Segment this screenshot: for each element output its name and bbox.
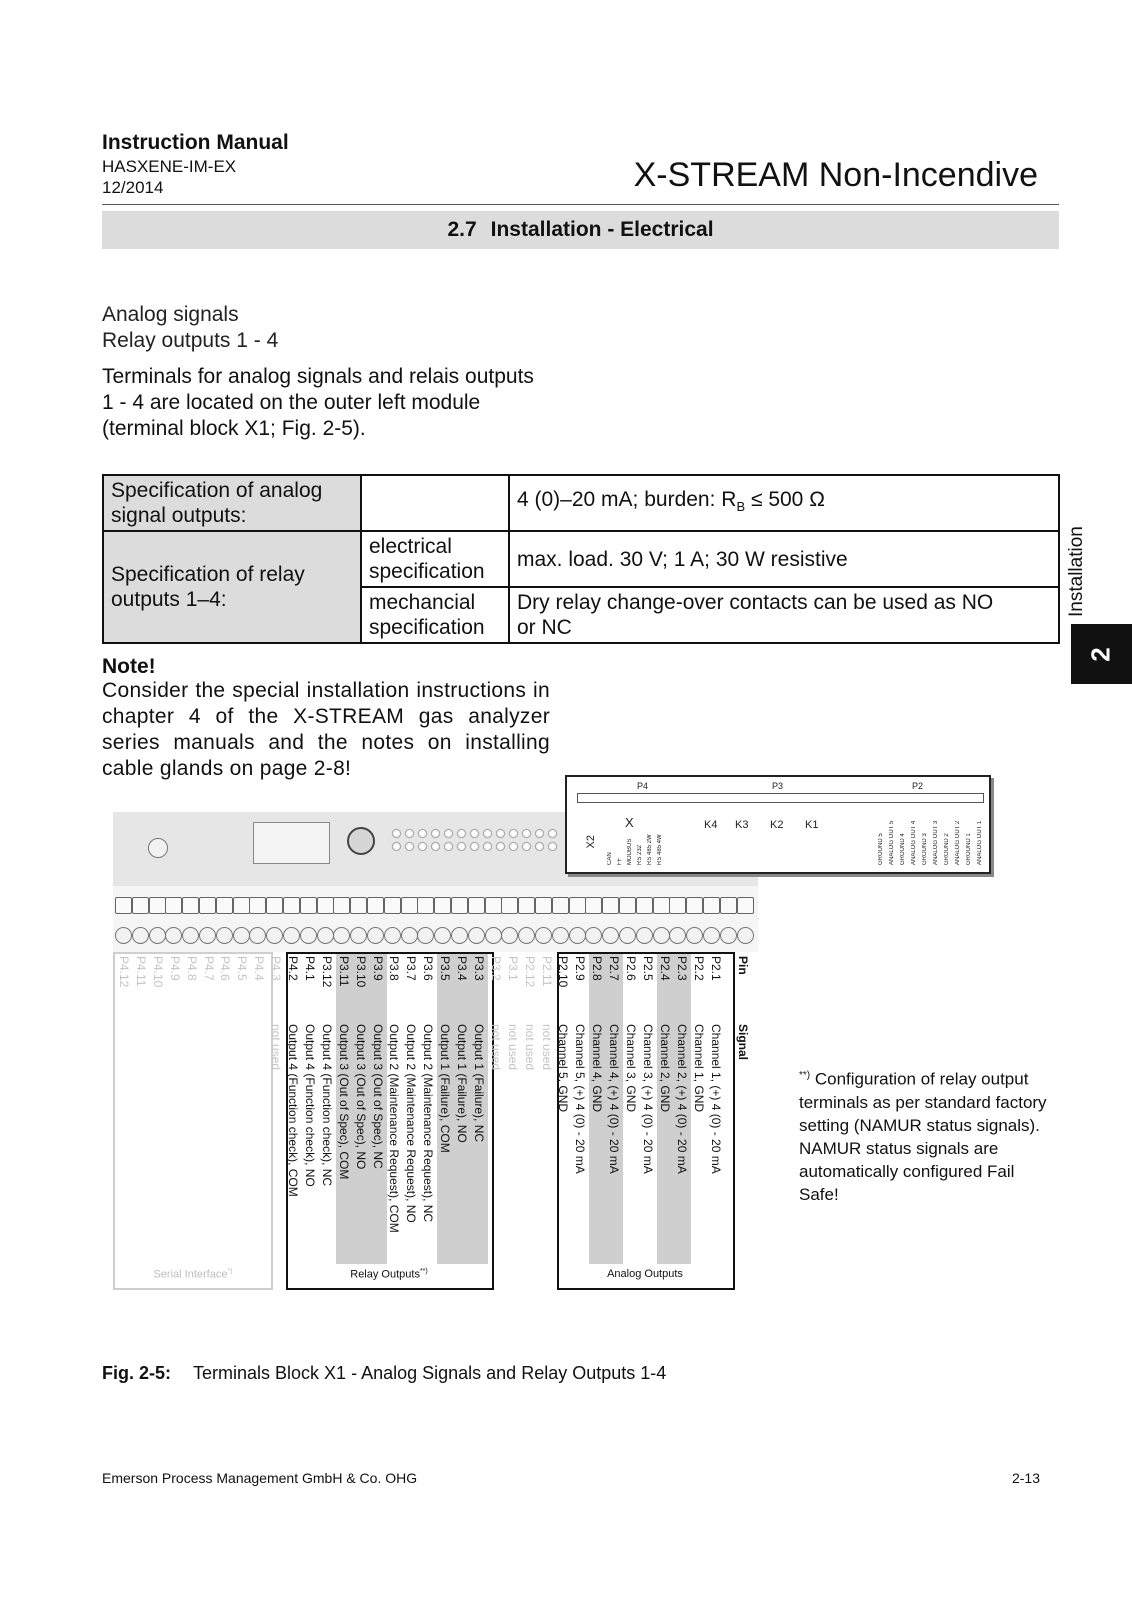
manual-title: Instruction Manual: [102, 131, 289, 154]
intro-para-2: 1 - 4 are located on the outer left module: [102, 391, 481, 414]
analog-outputs-label: Analog Outputs: [607, 1268, 683, 1280]
topic-line-1: Analog signals: [102, 303, 239, 326]
spec-mechanical-label: mechancial specification: [361, 587, 509, 643]
pin-label: P2.5: [641, 956, 655, 981]
section-title: Installation - Electrical: [490, 218, 714, 241]
spec-analog-value: 4 (0)–20 mA; burden: $R_B \le 500$ Ω: [509, 475, 1059, 531]
pin-label: P3.6: [421, 956, 435, 981]
k4-label: K4: [704, 819, 718, 831]
pin-label: P3.12: [320, 956, 334, 988]
signal-header: Signal: [736, 1024, 750, 1061]
p2-output-label: ANALOG OUT 4: [911, 820, 917, 865]
signal-label: Output 4 (Function check), COM: [286, 1024, 300, 1197]
pin-label: P2.1: [709, 956, 723, 981]
p2-output-label: ANALOG OUT 2: [955, 820, 961, 865]
spec-mechanical-value: Dry relay change-over contacts can be used as NO or NC: [509, 587, 1059, 643]
note-text: Consider the special installation instructions in chapter 4 of the X-STREAM gas analyzer series manuals and the notes on installing cable glands on page 2-8!: [102, 679, 550, 780]
pin-label: P2.10: [556, 956, 570, 988]
pin-label: P3.4: [455, 956, 469, 981]
footer-page: 2-13: [1011, 1470, 1040, 1486]
p2-output-label: ANALOG OUT 1: [977, 820, 983, 865]
pin-label: P3.5: [438, 956, 452, 981]
intro-para-3: (terminal block X1; Fig. 2-5).: [102, 417, 366, 440]
doc-date: 12/2014: [102, 178, 164, 197]
interface-label: MODBUS: [627, 838, 633, 865]
pin-label: P2.6: [624, 956, 638, 981]
spec-relay-label: Specification of relay outputs 1–4:: [103, 531, 361, 643]
signal-label: not used: [523, 1024, 537, 1071]
signal-label: Output 2 (Maintenance Request), NO: [404, 1024, 418, 1223]
interface-label: RS 232: [637, 844, 643, 865]
pin-label: P2.8: [590, 956, 604, 981]
signal-label: Channel 1, (+) 4 (0) - 20 mA: [709, 1024, 723, 1174]
pin-label: P4.6: [218, 956, 232, 981]
k2-label: K2: [770, 819, 784, 831]
intro-para-1: Terminals for analog signals and relais outputs: [102, 365, 534, 388]
signal-label: not used: [506, 1024, 520, 1071]
serial-interface-label: Serial Interface*): [153, 1268, 233, 1281]
signal-label: Output 1 (Failure), NC: [472, 1024, 486, 1143]
signal-label: not used: [489, 1024, 503, 1071]
pin-label: P4.12: [117, 956, 131, 988]
k1-label: K1: [805, 819, 819, 831]
signal-label: Output 2 (Maintenance Request), NC: [421, 1024, 435, 1223]
signal-label: Output 4 (Function check), NO: [303, 1024, 317, 1187]
pin-label: P3.2: [489, 956, 503, 981]
product-title: X-STREAM Non-Incendive: [633, 156, 1038, 194]
spec-electrical-value: max. load. 30 V; 1 A; 30 W resistive: [509, 531, 1059, 587]
pin-label: P4.11: [134, 956, 148, 987]
signal-label: Channel 1, GND: [692, 1024, 706, 1113]
signal-label: Output 2 (Maintenance Request), COM: [387, 1024, 401, 1233]
chapter-number: 2: [1086, 646, 1116, 662]
pin-label: P2.9: [573, 956, 587, 981]
pin-label: P2.3: [675, 956, 689, 981]
pin-label: P3.10: [354, 956, 368, 988]
pin-label: P4.5: [235, 956, 249, 981]
pin-label: P4.3: [269, 956, 283, 981]
signal-label: Channel 3, (+) 4 (0) - 20 mA: [641, 1024, 655, 1174]
interface-label: RS 485 4W: [657, 834, 663, 865]
pin-label: P4.8: [185, 956, 199, 981]
pin-label: P4.7: [202, 956, 216, 981]
pin-label: P3.3: [472, 956, 486, 981]
pin-label: P2.11: [540, 956, 554, 987]
topic-line-2: Relay outputs 1 - 4: [102, 329, 279, 352]
signal-label: Channel 5, GND: [556, 1024, 570, 1113]
signal-label: Channel 2, (+) 4 (0) - 20 mA: [675, 1024, 689, 1174]
signal-label: Output 3 (Out of Spec), NC: [371, 1024, 385, 1169]
relay-outputs-label: Relay Outputs**): [350, 1268, 428, 1281]
p2-output-label: GROUND 3: [922, 833, 928, 865]
pin-label: P2.12: [523, 956, 537, 988]
note-title: Note!: [102, 655, 156, 678]
relay-config-note: **) Configuration of relay output terminals as per standard factory setting (NAMUR status signals). NAMUR status signals are automatically configured Fail Safe!: [799, 1069, 1047, 1204]
x-label: X: [625, 815, 634, 830]
figure-caption: Fig. 2-5: Terminals Block X1 - Analog Signals and Relay Outputs 1-4: [102, 1363, 667, 1383]
pin-label: P3.9: [371, 956, 385, 981]
signal-label: not used: [540, 1024, 554, 1071]
pin-label: P2.4: [658, 956, 672, 981]
interface-label: CAN: [607, 852, 613, 865]
pin-label: P3.1: [506, 956, 520, 981]
signal-label: Output 3 (Out of Spec), COM: [337, 1024, 351, 1180]
k3-label: K3: [735, 819, 749, 831]
signal-label: not used: [269, 1024, 283, 1071]
pin-label: P4.4: [252, 956, 266, 981]
pin-label: P3.7: [404, 956, 418, 981]
signal-label: Channel 3, GND: [624, 1024, 638, 1113]
pin-label: P4.9: [168, 956, 182, 981]
pin-header: Pin: [736, 956, 750, 975]
x2-label: X2: [585, 835, 597, 849]
doc-code: HASXENE-IM-EX: [102, 157, 237, 176]
pin-label: P3.8: [387, 956, 401, 981]
spec-electrical-label: electrical specification: [361, 531, 509, 587]
pin-label: P2.7: [607, 956, 621, 981]
signal-label: Output 1 (Failure), NO: [455, 1024, 469, 1143]
pin-label: P4.2: [286, 956, 300, 981]
interface-label: RS 485 2W: [647, 834, 653, 865]
p2-output-label: GROUND 2: [944, 833, 950, 865]
p2-output-label: GROUND 1: [966, 833, 972, 865]
signal-label: Channel 4, (+) 4 (0) - 20 mA: [607, 1024, 621, 1174]
section-number: 2.7: [447, 218, 477, 241]
p2-output-label: ANALOG OUT 3: [933, 820, 939, 865]
interface-label: FF: [617, 857, 623, 865]
p4-label: P4: [637, 781, 649, 791]
p2-output-label: GROUND 4: [900, 833, 906, 865]
p2-output-label: ANALOG OUT 5: [889, 820, 895, 865]
pin-label: P4.1: [303, 956, 317, 981]
spec-analog-label: Specification of analog signal outputs:: [103, 475, 361, 531]
signal-label: Channel 2, GND: [658, 1024, 672, 1113]
signal-label: Channel 5, (+) 4 (0) - 20 mA: [573, 1024, 587, 1174]
pin-label: P3.11: [337, 956, 351, 987]
p3-label: P3: [772, 781, 784, 791]
pin-label: P4.10: [151, 956, 165, 988]
p2-label: P2: [912, 781, 924, 791]
chapter-side-label: Installation: [1066, 526, 1087, 618]
signal-label: Output 3 (Out of Spec), NO: [354, 1024, 368, 1170]
signal-label: Output 4 (Function check), NC: [320, 1024, 334, 1187]
p2-output-label: GROUND 5: [878, 833, 884, 865]
signal-label: Output 1 (Failure), COM: [438, 1024, 452, 1153]
signal-label: Channel 4, GND: [590, 1024, 604, 1113]
footer-company: Emerson Process Management GmbH & Co. OHG: [102, 1470, 418, 1486]
pin-label: P2.2: [692, 956, 706, 981]
